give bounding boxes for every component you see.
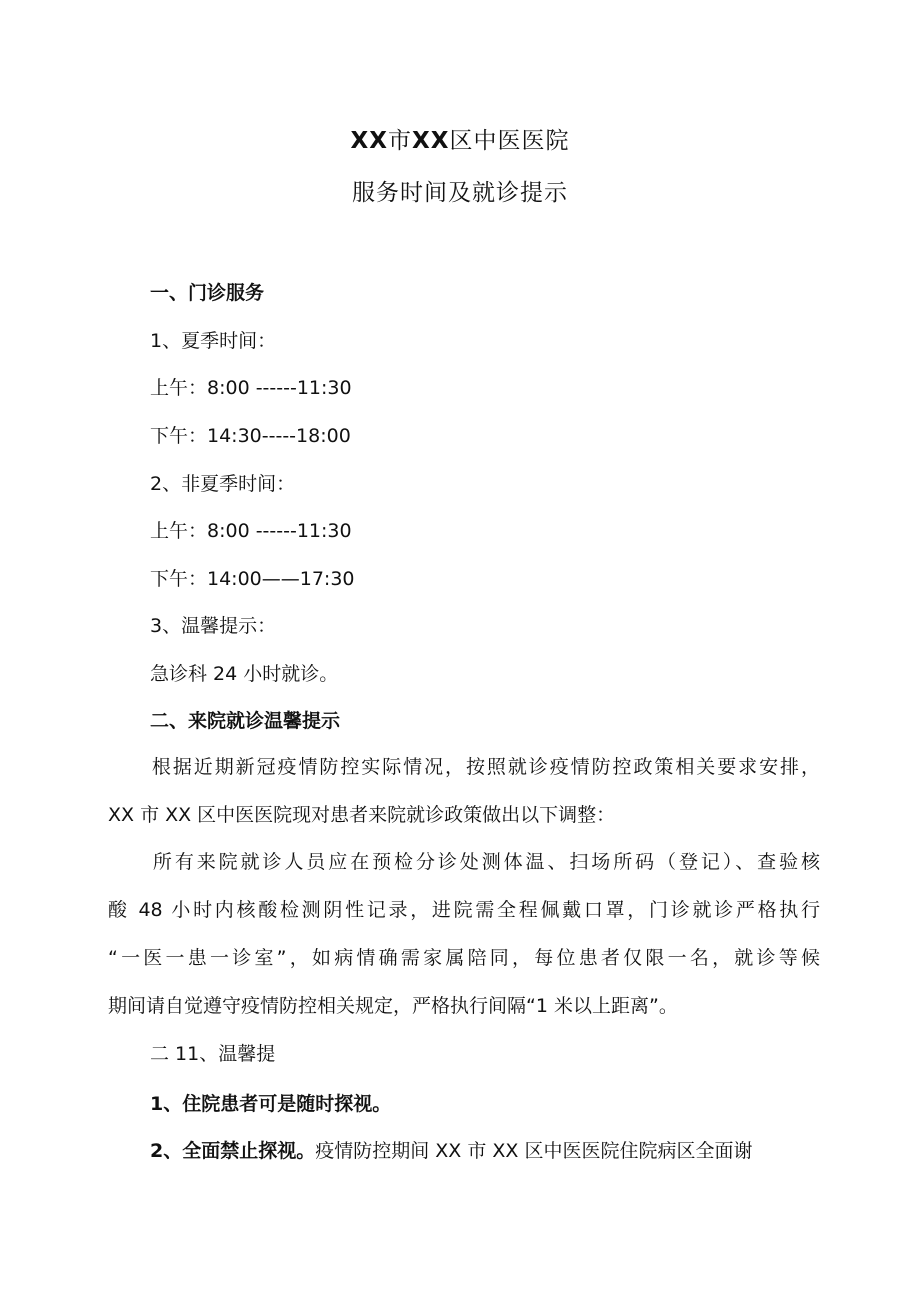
section3-heading: 二 11、温馨提 xyxy=(150,1043,276,1065)
paragraph-line: 所有来院就诊人员应在预检分诊处测体温、扫场所码（登记）、查验核 xyxy=(150,851,820,873)
emergency-note: 急诊科 24 小时就诊。 xyxy=(150,663,339,685)
adjustment-paragraph xyxy=(108,743,820,839)
inpatient-item-1: 1、住院患者可是随时探视。 xyxy=(150,1093,392,1115)
nonsummer-morning-hours: 上午：8:00 ------11:30 xyxy=(150,520,352,542)
title-city-suffix: 市 xyxy=(388,128,412,154)
screening-paragraph xyxy=(108,838,820,1030)
item2-text: 疫情防控期间 XX 市 XX 区中医医院住院病区全面谢 xyxy=(315,1140,753,1162)
paragraph-line: 酸 48 小时内核酸检测阴性记录，进院需全程佩戴口罩，门诊就诊严格执行 xyxy=(108,899,820,921)
title-district: XX xyxy=(412,128,450,154)
nonsummer-time-label: 2、非夏季时间： xyxy=(150,473,296,495)
paragraph-line: 期间请自觉遵守疫情防控相关规定，严格执行间隔“1 米以上距离”。 xyxy=(108,995,678,1017)
item2-bold-lead: 2、全面禁止探视。 xyxy=(150,1140,316,1162)
inpatient-item-2 xyxy=(150,1138,752,1164)
section1-heading: 一、门诊服务 xyxy=(150,282,265,304)
title-city: XX xyxy=(350,128,388,154)
title-district-suffix: 区中医医院 xyxy=(449,128,570,154)
document-title-line1 xyxy=(0,126,920,156)
summer-morning-hours: 上午：8:00 ------11:30 xyxy=(150,377,352,399)
section2-heading: 二、来院就诊温馨提示 xyxy=(150,710,341,732)
warm-tip-label: 3、温馨提示： xyxy=(150,615,277,637)
summer-time-label: 1、夏季时间： xyxy=(150,330,277,352)
paragraph-line: XX 市 XX 区中医医院现对患者来院就诊政策做出以下调整： xyxy=(108,804,616,826)
paragraph-line: “一医一患一诊室”，如病情确需家属陪同，每位患者仅限一名，就诊等候 xyxy=(108,947,820,969)
summer-afternoon-hours: 下午：14:30-----18:00 xyxy=(150,425,351,447)
paragraph-line: 根据近期新冠疫情防控实际情况，按照就诊疫情防控政策相关要求安排， xyxy=(150,756,820,778)
document-title-line2: 服务时间及就诊提示 xyxy=(352,180,568,206)
nonsummer-afternoon-hours: 下午：14:00——17:30 xyxy=(150,568,355,590)
